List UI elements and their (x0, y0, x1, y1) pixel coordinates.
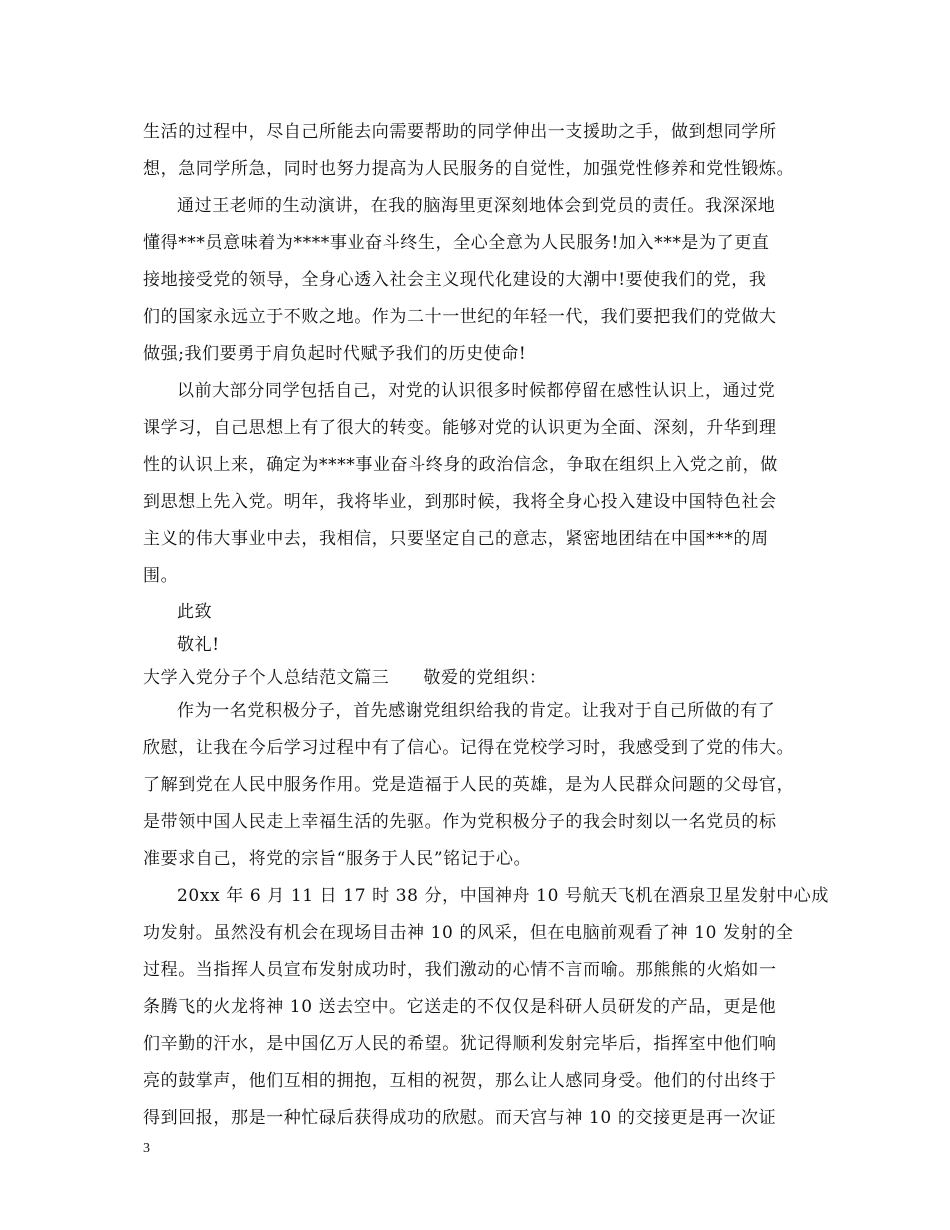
text-line: 主义的伟大事业中去，我相信，只要坚定自己的意志，紧密地团结在中国***的周 (143, 529, 769, 549)
text-line: 过程。当指挥人员宣布发射成功时，我们激动的心情不言而喻。那熊熊的火焰如一 (143, 960, 777, 980)
text-line: 懂得***员意味着为****事业奋斗终生，全心全意为人民服务!加入***是为了更直 (143, 233, 770, 253)
page-number: 3 (143, 1141, 150, 1156)
text-line: 性的认识上来，确定为****事业奋斗终身的政治信念，争取在组织上入党之前，做 (143, 455, 778, 475)
text-line: 生活的过程中，尽自己所能去向需要帮助的同学伸出一支援助之手，做到想同学所 (143, 122, 777, 142)
text-line: 准要求自己，将党的宗旨“服务于人民”铭记于心。 (143, 849, 532, 869)
section-heading (143, 668, 547, 688)
text-line: 课学习，自己思想上有了很大的转变。能够对党的认识更为全面、深刻，升华到理 (143, 418, 777, 438)
text-line: 欣慰，让我在今后学习过程中有了信心。记得在党校学习时，我感受到了党的伟大。 (143, 738, 795, 758)
text-line: 得到回报，那是一种忙碌后获得成功的欣慰。而天宫与神 10 的交接更是再一次证 (143, 1108, 777, 1128)
text-line: 们的国家永远立于不败之地。作为二十一世纪的年轻一代，我们要把我们的党做大 (143, 307, 777, 327)
salutation: 敬爱的党组织： (423, 668, 547, 688)
text-line: 想，急同学所急，同时也努力提高为人民服务的自觉性，加强党性修养和党性锻炼。 (143, 159, 795, 179)
text-line: 到思想上先入党。明年，我将毕业，到那时候，我将全身心投入建设中国特色社会 (143, 492, 777, 512)
text-line: 以前大部分同学包括自己，对党的认识很多时候都停留在感性认识上，通过党 (177, 381, 776, 401)
text-line: 围。 (143, 566, 179, 586)
text-line: 是带领中国人民走上幸福生活的先驱。作为党积极分子的我会时刻以一名党员的标 (143, 812, 777, 832)
text-line: 接地接受党的领导，全身心透入社会主义现代化建设的大潮中!要使我们的党，我 (143, 270, 767, 290)
text-line: 们辛勤的汗水，是中国亿万人民的希望。犹记得顺利发射完毕后，指挥室中他们响 (143, 1034, 777, 1054)
text-line: 20xx 年 6 月 11 日 17 时 38 分，中国神舟 10 号航天飞机在酒泉卫星发射中心成 (177, 886, 829, 906)
closing-line: 此致 (177, 602, 213, 622)
closing-line: 敬礼! (177, 635, 220, 655)
text-line: 作为一名党积极分子，首先感谢党组织给我的肯定。让我对于自己所做的有了 (177, 701, 776, 721)
section-title: 大学入党分子个人总结范文篇三 (143, 668, 390, 688)
text-line: 条腾飞的火龙将神 10 送去空中。它送走的不仅仅是科研人员研发的产品，更是他 (143, 997, 777, 1017)
text-line: 做强;我们要勇于肩负起时代赋予我们的历史使命! (143, 344, 527, 364)
text-line: 了解到党在人民中服务作用。党是造福于人民的英雄，是为人民群众问题的父母官， (143, 775, 795, 795)
text-line: 亮的鼓掌声，他们互相的拥抱，互相的祝贺，那么让人感同身受。他们的付出终于 (143, 1071, 777, 1091)
text-line: 功发射。虽然没有机会在现场目击神 10 的风采，但在电脑前观看了神 10 发射的全 (143, 923, 794, 943)
text-line: 通过王老师的生动演讲，在我的脑海里更深刻地体会到党员的责任。我深深地 (177, 196, 776, 216)
